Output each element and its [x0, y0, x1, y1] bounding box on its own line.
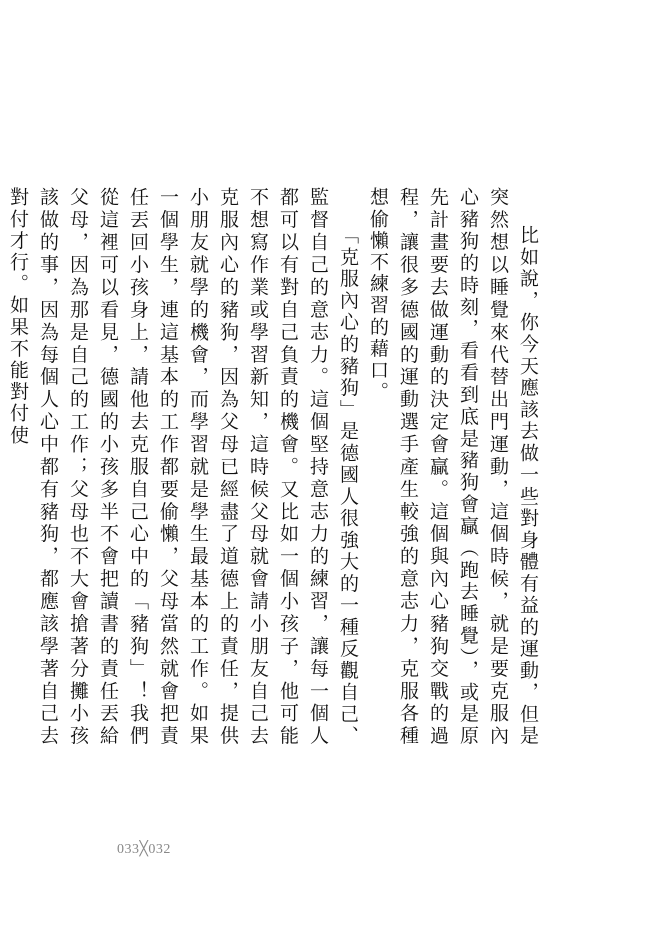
body-text [3, 187, 543, 747]
paragraph-2: 「克服內心的豬狗」是德國人很強大的一種反觀自己、監督自己的意志力。這個堅持意志力的練習，讓每一個人都可以有對自己負責的機會。又比如一個小孩子，他可能不想寫作業或學習新知，這時候父母就會請小朋友自己去克服內心的豬狗，因為父母已經盡了道德上的責任，提供小朋友就學的機會，而學習就是學生最基本的工作。如果一個學生，連這基本的工作都要偷懶，父母當然就會把責任丟回小孩身上，請他去克服自己心中的「豬狗」！我們從這裡可以看見，德國的小孩多半不會把讀書的責任丟給父母，因為那是自己的工作；父母也不大會搶著分攤小孩該做的事，因為每個人心中都有豬狗，都應該學著自己去對付才行。如果不能對付使 [7, 187, 359, 747]
page-number: 033╳032 [117, 842, 171, 857]
paragraph-1: 比如說，你今天應該去做一些對身體有益的運動，但是突然想以睡覺來代替出門運動，這個時候，就是要克服內心豬狗的時刻，看看到底是豬狗會贏（跑去睡覺），或是原先計畫要去做運動的決定會贏。這個與內心豬狗交戰的過程，讓很多德國的運動選手產生較強的意志力，克服各種想偷懶不練習的藉口。 [367, 187, 539, 747]
